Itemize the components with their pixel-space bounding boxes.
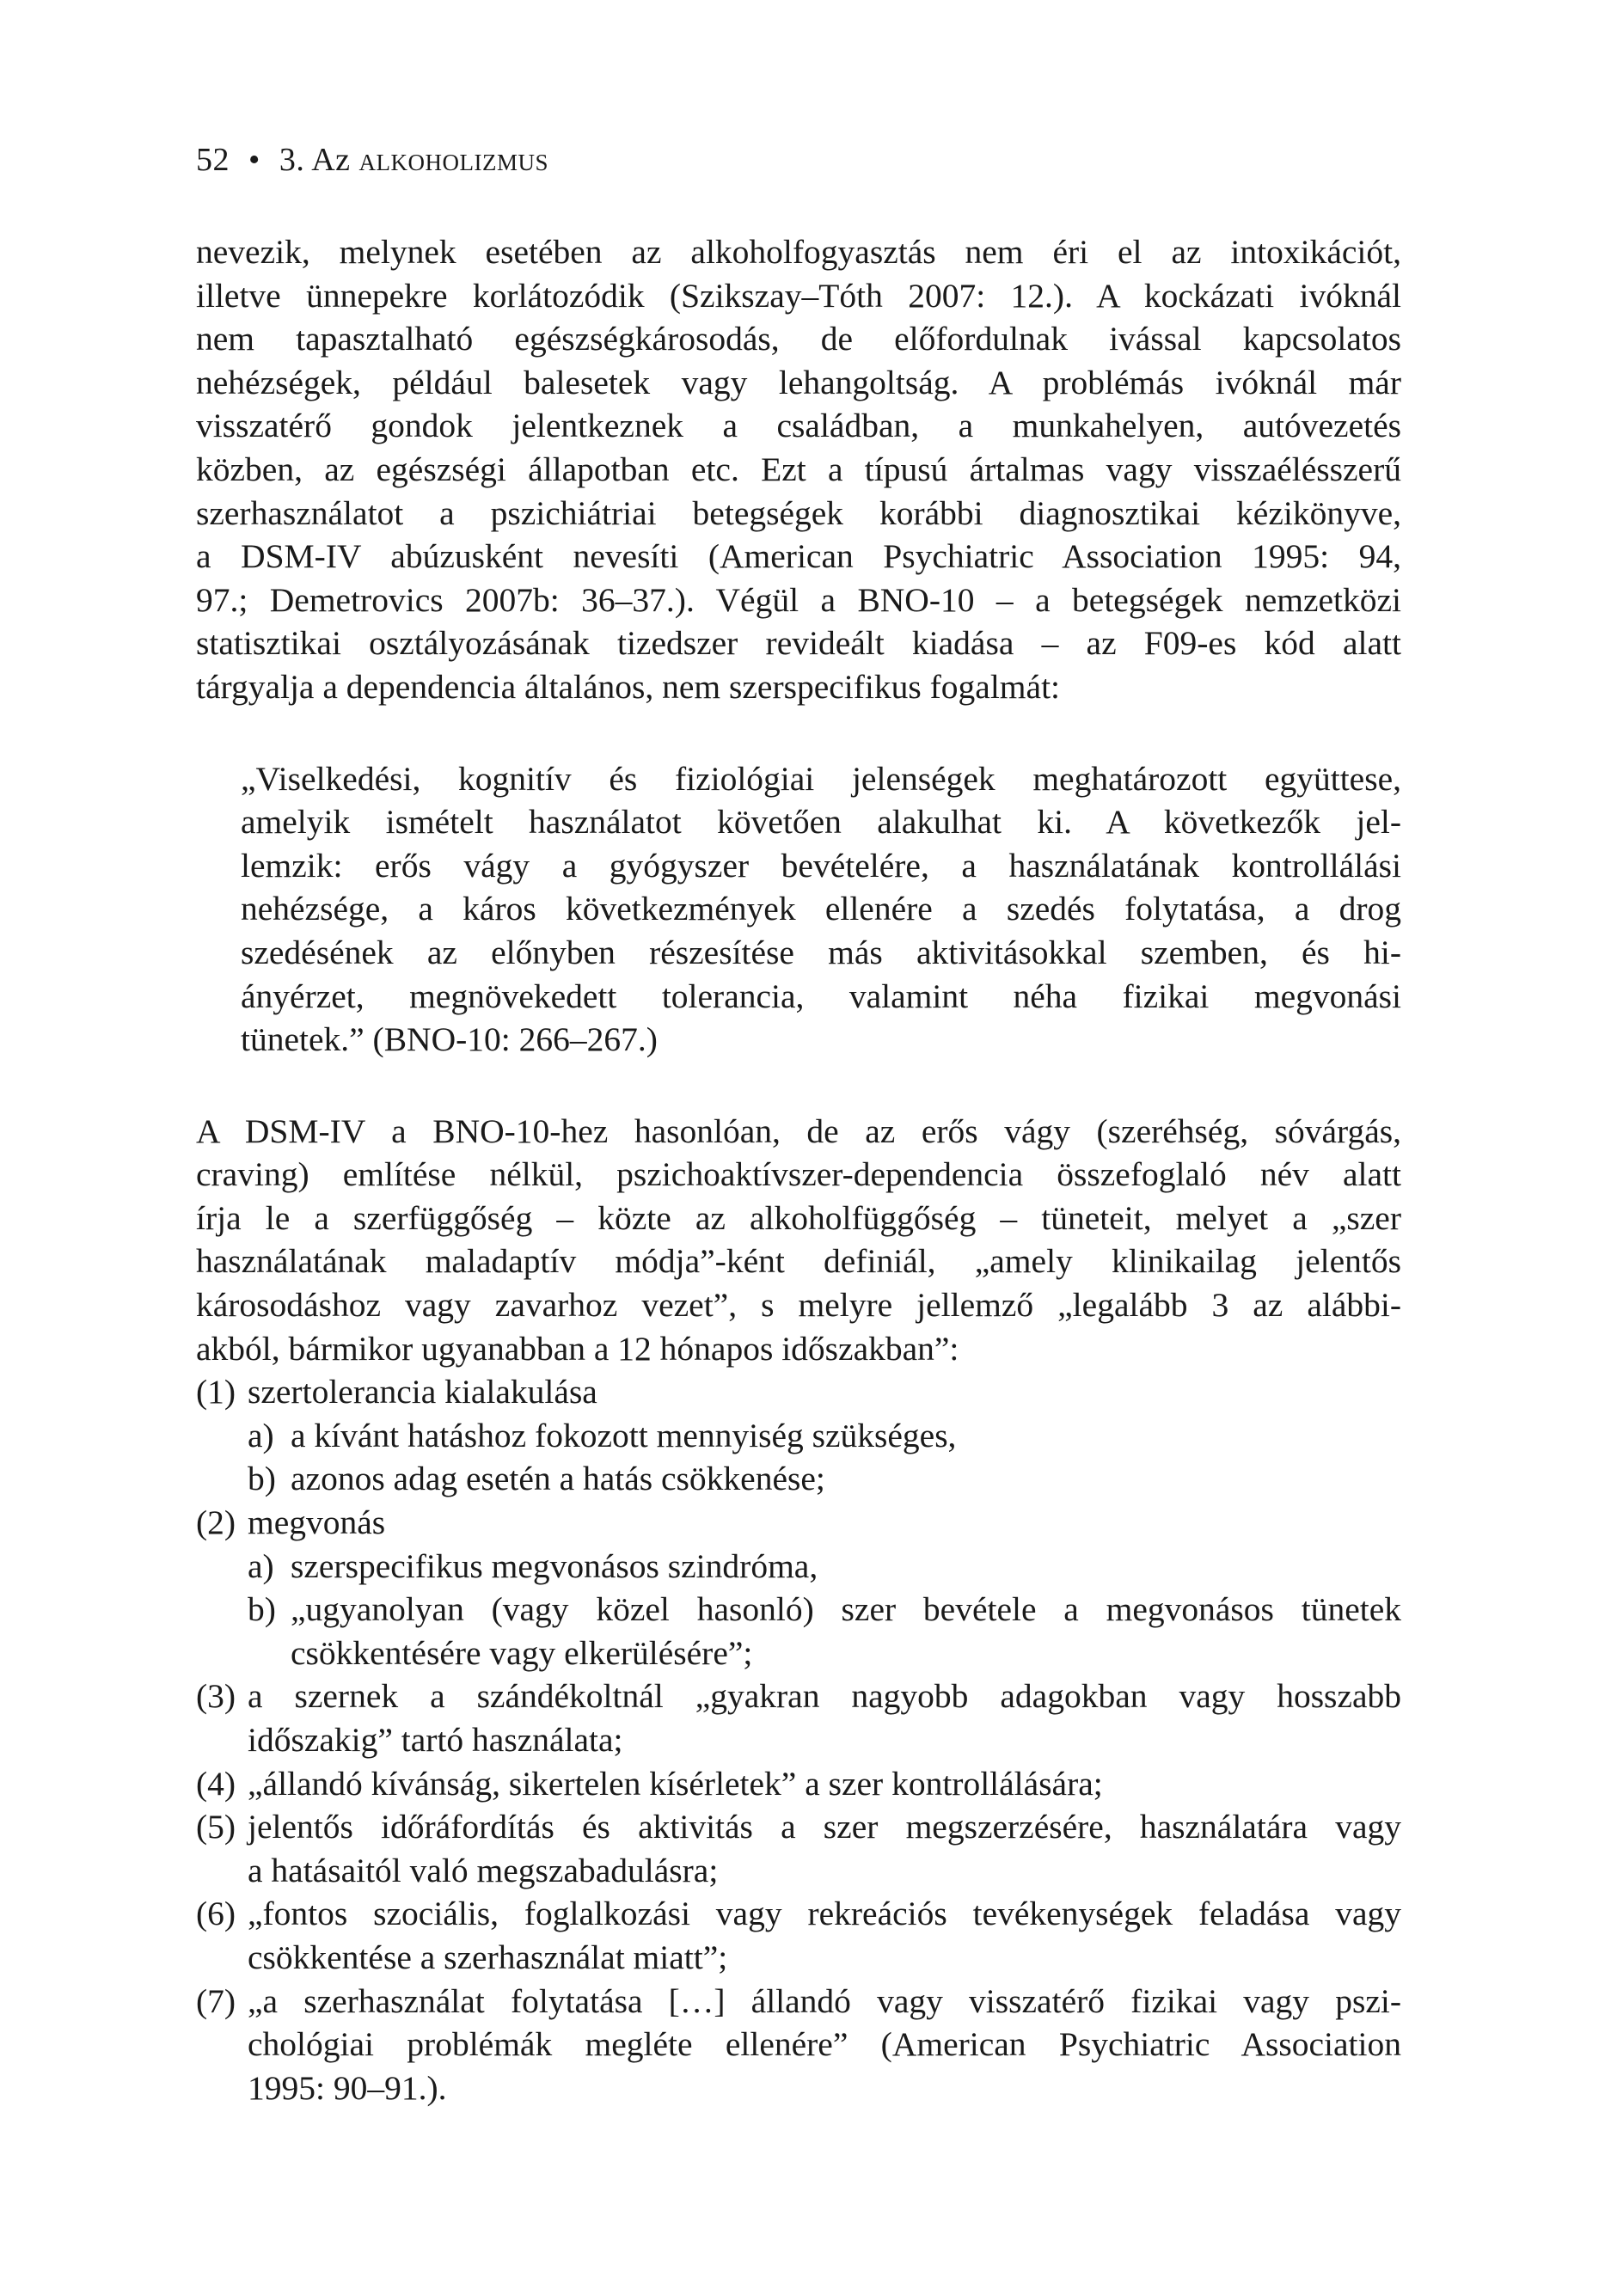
- chapter-title: [311, 142, 548, 178]
- criterion-1a: [196, 1414, 1401, 1458]
- criterion-text: „a szerhasználat folytatása […] állandó vagy visszatérő fizikai vagy pszi-: [248, 1981, 1401, 2020]
- criterion-number: (5): [196, 1808, 236, 1846]
- criterion-text: „ugyanolyan (vagy közel hasonló) szer bevétele a megvonásos tünetek: [291, 1590, 1401, 1629]
- criterion-text: „állandó kívánság, sikertelen kísérletek” a szer kontrollálására;: [248, 1764, 1103, 1803]
- criterion-letter: b): [248, 1460, 276, 1498]
- criterion-2a: [196, 1545, 1401, 1589]
- text-line: craving) említése nélkül, pszichoaktívszer-dependencia összefoglaló név alatt: [196, 1155, 1401, 1194]
- quote-line: amelyik ismételt használatot követően alakulhat ki. A következők jel-: [241, 803, 1401, 842]
- criterion-text: azonos adag esetén a hatás csökkenése;: [291, 1460, 825, 1498]
- criterion-number: (7): [196, 1981, 236, 2020]
- body-text: [196, 230, 1401, 2109]
- criterion-letter: a): [248, 1546, 274, 1585]
- paragraph-2: [196, 1110, 1401, 1371]
- criterion-number: (6): [196, 1895, 236, 1933]
- text-line: nevezik, melynek esetében az alkoholfogyasztás nem éri el az intoxikációt,: [196, 233, 1401, 271]
- criterion-1b: [196, 1457, 1401, 1501]
- text-line: használatának maladaptív módja”-ként definiál, „amely klinikailag jelentős: [196, 1242, 1401, 1281]
- chapter-title-rest: alkoholizmus: [358, 142, 549, 178]
- quote-line: lemzik: erős vágy a gyógyszer bevételére, a használatának kontrollálási: [241, 846, 1401, 885]
- criterion-text: megvonás: [248, 1503, 386, 1542]
- criterion-2: [196, 1501, 1401, 1545]
- text-line: nem tapasztalható egészségkárosodás, de előfordulnak ivással kapcsolatos: [196, 320, 1401, 358]
- criterion-7: [196, 1980, 1401, 2110]
- text-line: illetve ünnepekre korlátozódik (Szikszay–Tóth 2007: 12.). A kockázati ivóknál: [196, 276, 1401, 315]
- text-line: statisztikai osztályozásának tizedszer revideált kiadása – az F09-es kód alatt: [196, 624, 1401, 663]
- quote-line: „Viselkedési, kognitív és fiziológiai jelenségek meghatározott együttese,: [241, 759, 1401, 798]
- criterion-text: csökkentésére vagy elkerülésére”;: [291, 1633, 753, 1672]
- text-line: 97.; Demetrovics 2007b: 36–37.). Végül a BNO-10 – a betegségek nemzetközi: [196, 580, 1401, 619]
- text-line: írja le a szerfüggőség – közte az alkoholfüggőség – tüneteit, melyet a „szer: [196, 1198, 1401, 1237]
- criterion-number: (1): [196, 1373, 236, 1411]
- criterion-number: (4): [196, 1764, 236, 1803]
- quote-line: tünetek.” (BNO-10: 266–267.): [241, 1020, 658, 1059]
- criterion-number: (3): [196, 1677, 236, 1716]
- quote-line: szedésének az előnyben részesítése más aktivitásokkal szemben, és hi-: [241, 933, 1401, 971]
- criterion-text: időszakig” tartó használata;: [248, 1721, 623, 1759]
- text-line: közben, az egészségi állapotban etc. Ezt a típusú ártalmas vagy visszaélésszerű: [196, 450, 1401, 488]
- book-page: [196, 138, 1401, 2109]
- text-line: A DSM-IV a BNO-10-hez hasonlóan, de az erős vágy (szeréhség, sóvárgás,: [196, 1111, 1401, 1150]
- text-line: akból, bármikor ugyanabban a 12 hónapos időszakban”:: [196, 1329, 959, 1368]
- criterion-text: 1995: 90–91.).: [248, 2068, 447, 2107]
- quote-line: ányérzet, megnövekedett tolerancia, valamint néha fizikai megvonási: [241, 977, 1401, 1015]
- criterion-letter: b): [248, 1590, 276, 1629]
- criterion-1: [196, 1370, 1401, 1414]
- paragraph-1: [196, 230, 1401, 709]
- bullet-separator-icon: •: [248, 142, 260, 178]
- criterion-text: chológiai problémák megléte ellenére” (American Psychiatric Association: [248, 2025, 1401, 2064]
- criterion-2b: [196, 1588, 1401, 1675]
- criterion-letter: a): [248, 1416, 274, 1454]
- criteria-list: [196, 1370, 1401, 2109]
- text-line: a DSM-IV abúzusként nevesíti (American Psychiatric Association 1995: 94,: [196, 537, 1401, 576]
- criterion-text: csökkentése a szerhasználat miatt”;: [248, 1938, 728, 1976]
- criterion-text: a szernek a szándékoltnál „gyakran nagyobb adagokban vagy hosszabb: [248, 1677, 1401, 1716]
- criterion-text: jelentős időráfordítás és aktivitás a szer megszerzésére, használatára vagy: [248, 1808, 1401, 1846]
- criterion-5: [196, 1805, 1401, 1892]
- criterion-text: szerspecifikus megvonásos szindróma,: [291, 1546, 818, 1585]
- block-quote: [241, 757, 1401, 1062]
- criterion-text: „fontos szociális, foglalkozási vagy rekreációs tevékenységek feladása vagy: [248, 1895, 1401, 1933]
- text-line: károsodáshoz vagy zavarhoz vezet”, s melyre jellemző „legalább 3 az alábbi-: [196, 1286, 1401, 1325]
- text-line: tárgyalja a dependencia általános, nem szerspecifikus fogalmát:: [196, 667, 1061, 706]
- text-line: visszatérő gondok jelentkeznek a családban, a munkahelyen, autóvezetés: [196, 407, 1401, 445]
- quote-line: nehézsége, a káros következmények ellenére a szedés folytatása, a drog: [241, 890, 1401, 928]
- page-number: 52: [196, 142, 230, 178]
- criterion-4: [196, 1762, 1401, 1806]
- criterion-text: szertolerancia kialakulása: [248, 1373, 597, 1411]
- chapter-number: 3.: [279, 142, 305, 178]
- text-line: nehézségek, például balesetek vagy lehangoltság. A problémás ivóknál már: [196, 363, 1401, 401]
- criterion-text: a hatásaitól való megszabadulásra;: [248, 1851, 719, 1889]
- chapter-title-initial: Az: [311, 142, 351, 178]
- text-line: szerhasználatot a pszichiátriai betegségek korábbi diagnosztikai kézikönyve,: [196, 493, 1401, 532]
- running-head: [196, 138, 1401, 182]
- criterion-3: [196, 1675, 1401, 1761]
- criterion-text: a kívánt hatáshoz fokozott mennyiség szükséges,: [291, 1416, 957, 1454]
- criterion-6: [196, 1892, 1401, 1979]
- criterion-number: (2): [196, 1503, 236, 1542]
